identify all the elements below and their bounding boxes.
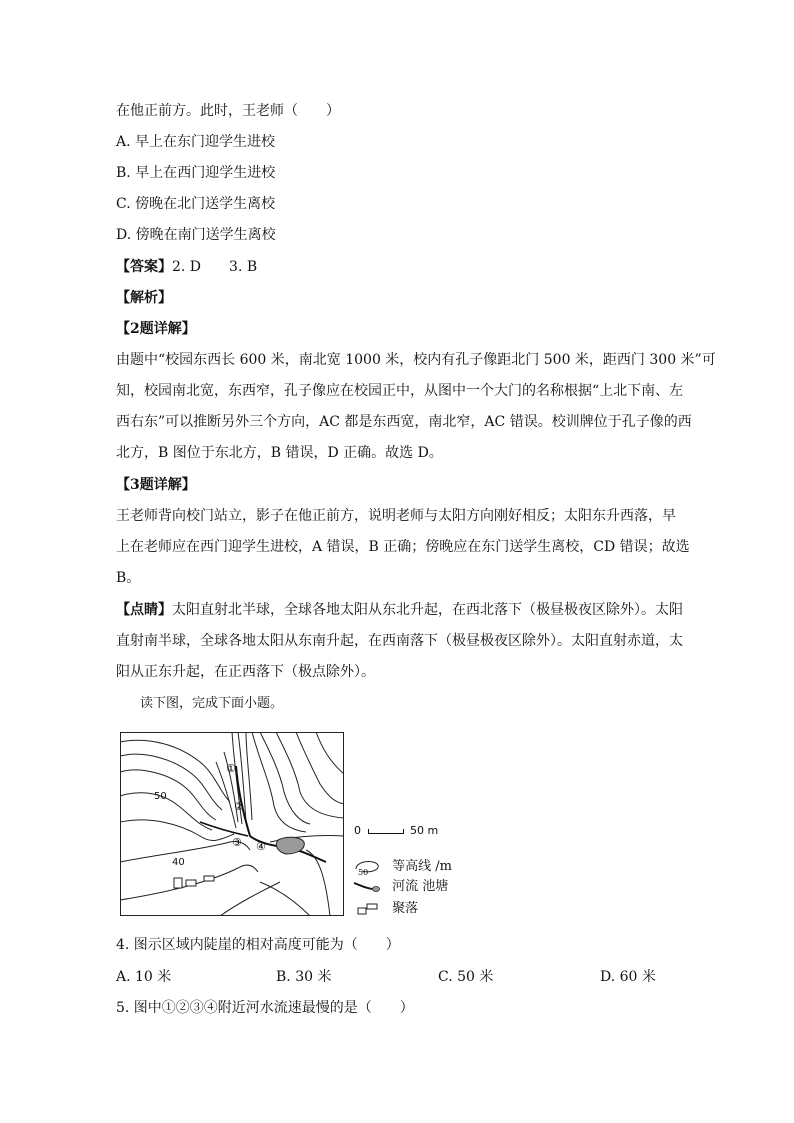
point-label-3: ③ (232, 836, 242, 849)
q3-detail-label: 【3题详解】 (116, 477, 196, 493)
answer-label: 【答案】 (116, 259, 172, 275)
option-d: D. 傍晚在南门送学生离校 (116, 227, 276, 243)
legend-settlement (352, 901, 418, 917)
option-b: B. 早上在西门迎学生进校 (116, 165, 276, 181)
scale-zero: 0 (354, 824, 361, 837)
contour-icon-text: 50 (358, 868, 369, 877)
contour-label-50: 50 (154, 791, 167, 802)
q4-option-b: B. 30 米 (276, 969, 332, 985)
q2-detail-line: 西右东”可以推断另外三个方向，AC 都是东西宽，南北窄，AC 错误。校训牌位于孔子像的西 (116, 414, 692, 430)
analysis-label: 【解析】 (116, 290, 172, 306)
option-a: A. 早上在东门迎学生进校 (116, 134, 276, 150)
tip-text: 太阳直射北半球，全球各地太阳从东北升起，在西北落下（极昼极夜区除外）。太阳 (172, 602, 683, 618)
point-label-2: ② (234, 800, 244, 813)
scale-value: 50 m (410, 824, 439, 837)
q4-option-a: A. 10 米 (116, 969, 172, 985)
point-label-4: ④ (256, 840, 266, 853)
q3-detail-line: 上在老师应在西门迎学生进校，A 错误，B 正确；傍晚应在东门送学生离校，CD 错误；故选 (116, 539, 690, 555)
q2-detail-line: 北方，B 图位于东北方，B 错误，D 正确。故选 D。 (116, 445, 443, 461)
figure-intro: 读下图，完成下面小题。 (140, 696, 284, 711)
answer-text: 2. D 3. B (172, 259, 258, 275)
q2-detail-label: 【2题详解】 (116, 321, 196, 337)
question-stem-continuation: 在他正前方。此时，王老师（ ） (116, 103, 340, 119)
legend-contour-label: 等高线 /m (392, 858, 452, 874)
q3-detail-line: B。 (116, 570, 141, 586)
q2-detail-line: 由题中“校园东西长 600 米，南北宽 1000 米，校内有孔子像距北门 500 米，距西门 300 米”可 (116, 352, 716, 368)
scale-bar (354, 824, 438, 837)
q4-option-d: D. 60 米 (600, 969, 656, 985)
contour-label-40: 40 (172, 857, 185, 868)
tip-line: 阳从正东升起，在正西落下（极点除外）。 (116, 664, 375, 680)
q4-stem: 4. 图示区域内陡崖的相对高度可能为（ ） (116, 937, 400, 953)
settlement-icon (352, 902, 382, 916)
legend-settlement-label: 聚落 (392, 901, 419, 916)
option-c: C. 傍晚在北门送学生离校 (116, 196, 276, 212)
scale-line (368, 829, 404, 834)
legend-river-label: 河流 池塘 (392, 879, 449, 894)
tip-line: 直射南半球，全球各地太阳从东南升起，在西南落下（极昼极夜区除外）。太阳直射赤道，太 (116, 633, 683, 649)
legend-contour (352, 857, 452, 875)
q3-detail-line: 王老师背向校门站立，影子在他正前方，说明老师与太阳方向刚好相反；太阳东升西落，早 (116, 508, 676, 524)
tip-line (116, 600, 683, 620)
point-label-1: ① (226, 762, 236, 775)
legend-river-pond (352, 879, 448, 895)
answer-line (116, 257, 257, 277)
q4-option-c: C. 50 米 (438, 969, 494, 985)
q2-detail-line: 知，校园南北宽，东西窄，孔子像应在校园正中，从图中一个大门的名称根据“上北下南、左 (116, 383, 684, 399)
tip-label: 【点睛】 (116, 602, 172, 618)
contour-map (120, 732, 344, 916)
q5-stem: 5. 图中①②③④附近河水流速最慢的是（ ） (116, 1000, 414, 1016)
river-pond-icon (352, 880, 382, 894)
